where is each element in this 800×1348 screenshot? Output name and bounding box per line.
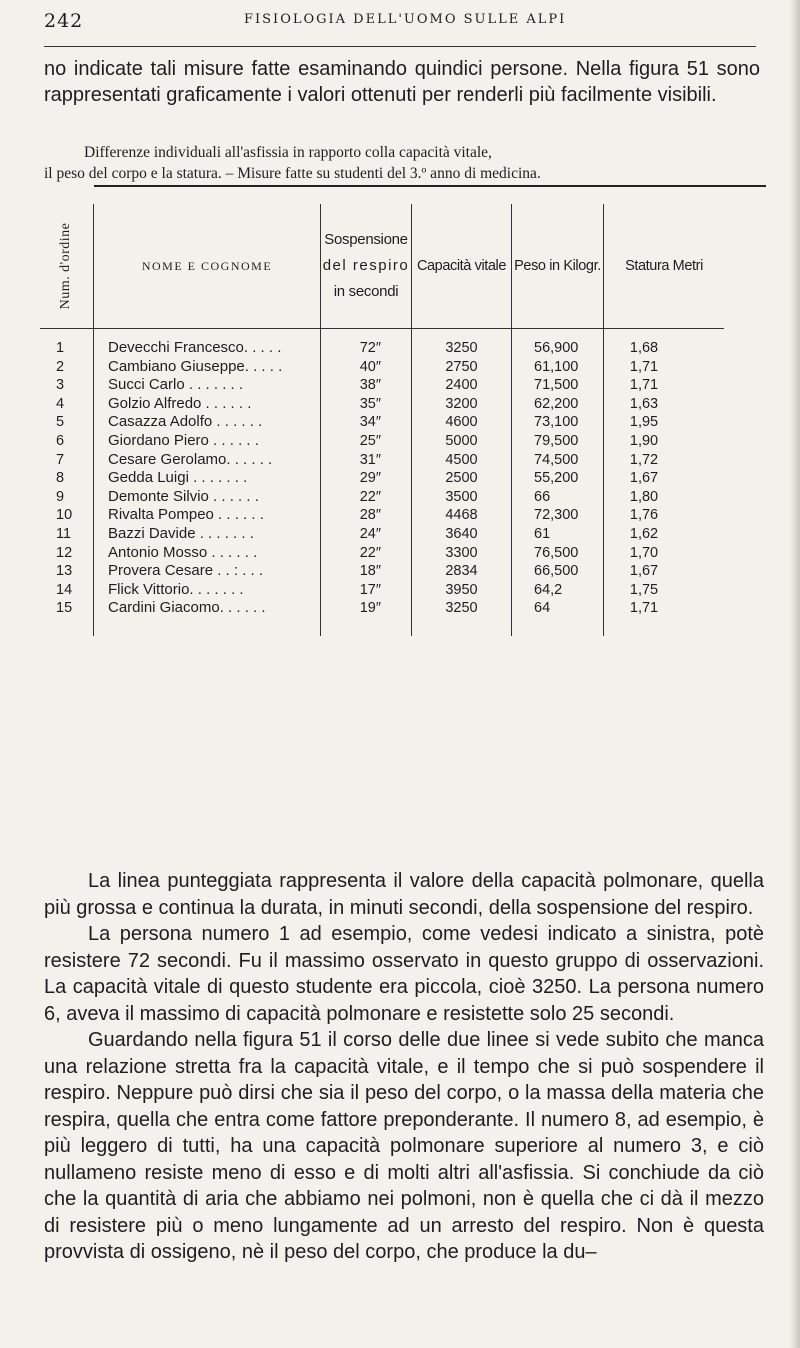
cell-susp: 35″ — [359, 395, 381, 412]
cell-num: 6 — [56, 432, 65, 449]
header-num-label: Num. d'ordine — [58, 222, 73, 310]
cell-num: 9 — [56, 488, 65, 505]
cell-susp: 72″ — [359, 340, 381, 356]
caption-line-2: il peso del corpo e la statura. – Misure fatte su studenti del 3.º anno di medicina. — [44, 165, 541, 182]
cell-stat: 1,71 — [629, 600, 659, 617]
cell-cap: 2750 — [445, 358, 478, 375]
cell-stat: 1,76 — [629, 507, 659, 524]
cell-susp: 38″ — [359, 377, 381, 394]
body-paragraph-2: La persona numero 1 ad esempio, come vedesi indicato a sinistra, potè resistere 72 secondi. Fu il massimo osservato in questo gruppo di osservazioni. La capacità vitale di questo studente era piccola, cioè 3250. La persona numero 6, aveva il massimo di capacità polmonare e resistette solo 25 secondi. — [44, 923, 764, 1025]
cell-cap: 3250 — [445, 340, 478, 356]
cell-stat: 1,75 — [629, 581, 659, 598]
cell-cap: 2834 — [445, 563, 478, 580]
cell-peso: 71,500 — [534, 377, 579, 394]
cell-susp: 22″ — [359, 488, 381, 505]
table-top-rule — [94, 185, 766, 187]
header-weight-label: Peso in Kilogr. — [514, 258, 601, 274]
header-suspension — [321, 204, 412, 329]
body-paragraph-3: Guardando nella figura 51 il corso delle due linee si vede subito che manca una relazione stretta fra la capacità vitale, e il tempo che si può sospendere il respiro. Neppure può dirsi che sia il peso del corpo, o la massa della materia che respira, quella che entra come fattore preponderante. Il numero 8, ad esempio, è più leggero di tutti, ha una capacità polmonare superiore al numero 3, e ciò nullameno resiste meno di esso e di molti altri all'asfissia. Si conchiude da ciò che la quantità di aria che abbiamo nei polmoni, non è quella che ci dà il mezzo di resistere più o meno lungamente ad un arresto del respiro. Non è questa provvista di ossigeno, nè il peso del corpo, che produce la du– — [44, 1029, 764, 1263]
cell-num: 14 — [56, 581, 73, 598]
column-suspension — [321, 329, 412, 636]
cell-num: 15 — [56, 600, 73, 617]
cell-cap: 2400 — [445, 377, 478, 394]
cell-num: 13 — [56, 563, 73, 580]
cell-susp: 17″ — [359, 581, 381, 598]
cell-stat: 1,71 — [629, 358, 659, 375]
header-height — [604, 204, 725, 329]
body-text — [44, 868, 764, 1266]
cell-peso: 61 — [534, 525, 551, 542]
header-suspension-line-2: del respiro — [322, 257, 410, 274]
cell-peso: 64 — [534, 600, 551, 617]
cell-name: Giordano Piero . . . . . . — [108, 431, 259, 449]
cell-stat: 1,67 — [629, 563, 659, 580]
header-name — [94, 204, 321, 329]
body-paragraph-1: La linea punteggiata rappresenta il valore della capacità polmonare, quella più grossa e continua la durata, in minuti secondi, della sospensione del respiro. — [44, 870, 764, 919]
intro-paragraph: no indicate tali misure fatte esaminando quindici persone. Nella figura 51 sono rappresentati graficamente i valori ottenuti per renderli più facilmente visibili. — [44, 58, 760, 106]
cell-cap: 4468 — [445, 507, 478, 524]
cell-peso: 73,100 — [534, 414, 579, 431]
cell-cap: 3950 — [445, 581, 478, 598]
cell-cap: 3500 — [445, 488, 478, 505]
cell-susp: 28″ — [359, 507, 381, 524]
cell-susp: 19″ — [359, 600, 381, 617]
cell-stat: 1,95 — [629, 414, 659, 431]
cell-name: Cambiano Giuseppe. . . . . — [108, 357, 283, 375]
cell-stat: 1,68 — [629, 340, 659, 356]
cell-peso: 66,500 — [534, 563, 579, 580]
header-capacity-label: Capacità vitale — [416, 258, 507, 274]
table-header-row — [40, 204, 724, 329]
cell-num: 7 — [56, 451, 65, 468]
cell-cap: 3300 — [445, 544, 478, 561]
page-edge-shadow — [790, 0, 800, 1348]
cell-susp: 31″ — [359, 451, 381, 468]
cell-num: 10 — [56, 507, 73, 524]
cell-stat: 1,70 — [629, 544, 659, 561]
cell-name: Antonio Mosso . . . . . . — [108, 543, 258, 561]
cell-peso: 72,300 — [534, 507, 579, 524]
cell-peso: 79,500 — [534, 432, 579, 449]
cell-num: 8 — [56, 470, 65, 487]
cell-num: 11 — [56, 525, 72, 542]
column-height — [604, 329, 725, 636]
cell-susp: 22″ — [359, 544, 381, 561]
cell-cap: 5000 — [445, 432, 478, 449]
column-weight — [512, 329, 604, 636]
cell-name: Bazzi Davide . . . . . . . — [108, 524, 254, 542]
table-body-row — [40, 329, 724, 636]
cell-cap: 2500 — [445, 470, 478, 487]
cell-num: 12 — [56, 544, 73, 561]
cell-name: Devecchi Francesco. . . . . — [108, 339, 282, 356]
cell-peso: 76,500 — [534, 544, 579, 561]
cell-name: Demonte Silvio . . . . . . — [108, 487, 259, 505]
cell-stat: 1,80 — [629, 488, 659, 505]
cell-susp: 25″ — [359, 432, 381, 449]
cell-stat: 1,63 — [629, 395, 659, 412]
cell-cap: 3200 — [445, 395, 478, 412]
caption-line-1: Differenze individuali all'asfissia in rapporto colla capacità vitale, — [84, 144, 492, 161]
cell-peso: 61,100 — [534, 358, 579, 375]
cell-peso: 55,200 — [534, 470, 579, 487]
cell-name: Gedda Luigi . . . . . . . — [108, 469, 248, 487]
cell-cap: 3250 — [445, 600, 478, 617]
cell-num: 5 — [56, 414, 65, 431]
cell-name: Cardini Giacomo. . . . . . — [108, 599, 266, 617]
cell-name: Casazza Adolfo . . . . . . — [108, 413, 263, 431]
cell-name: Provera Cesare . . : . . . — [108, 562, 264, 580]
cell-stat: 1,62 — [629, 525, 659, 542]
cell-stat: 1,90 — [629, 432, 659, 449]
cell-name: Golzio Alfredo . . . . . . — [108, 394, 252, 412]
cell-susp: 34″ — [359, 414, 381, 431]
cell-stat: 1,72 — [629, 451, 659, 468]
cell-peso: 66 — [534, 488, 551, 505]
cell-name: Cesare Gerolamo. . . . . . — [108, 450, 273, 468]
cell-num: 2 — [56, 358, 65, 375]
cell-susp: 18″ — [359, 563, 381, 580]
header-suspension-line-3: in secondi — [333, 283, 399, 300]
measurements-table — [40, 204, 724, 636]
cell-stat: 1,67 — [629, 470, 659, 487]
header-suspension-line-1: Sospensione — [324, 231, 408, 248]
cell-name: Rivalta Pompeo . . . . . . — [108, 506, 264, 524]
cell-num: 3 — [56, 377, 65, 394]
cell-susp: 40″ — [359, 358, 381, 375]
column-capacity — [412, 329, 512, 636]
cell-peso: 62,200 — [534, 395, 579, 412]
header-capacity — [412, 204, 512, 329]
header-rule — [44, 46, 756, 47]
cell-peso: 64,2 — [534, 581, 563, 598]
cell-cap: 4600 — [445, 414, 478, 431]
cell-susp: 24″ — [359, 525, 381, 542]
column-name — [94, 329, 321, 636]
cell-cap: 3640 — [445, 525, 478, 542]
cell-susp: 29″ — [359, 470, 381, 487]
cell-peso: 56,900 — [534, 340, 579, 356]
cell-num: 4 — [56, 395, 65, 412]
table-caption — [44, 142, 766, 184]
column-num — [40, 329, 94, 636]
header-height-label: Statura Metri — [625, 258, 703, 274]
header-weight — [512, 204, 604, 329]
cell-peso: 74,500 — [534, 451, 579, 468]
page-number: 242 — [44, 10, 84, 32]
cell-stat: 1,71 — [629, 377, 659, 394]
cell-num: 1 — [56, 340, 65, 356]
header-name-label: NOME E COGNOME — [141, 258, 273, 273]
cell-name: Succi Carlo . . . . . . . — [108, 376, 244, 394]
cell-name: Flick Vittorio. . . . . . . — [108, 580, 244, 598]
cell-cap: 4500 — [445, 451, 478, 468]
header-num — [40, 204, 94, 329]
running-title: FISIOLOGIA DELL'UOMO SULLE ALPI — [244, 12, 567, 27]
